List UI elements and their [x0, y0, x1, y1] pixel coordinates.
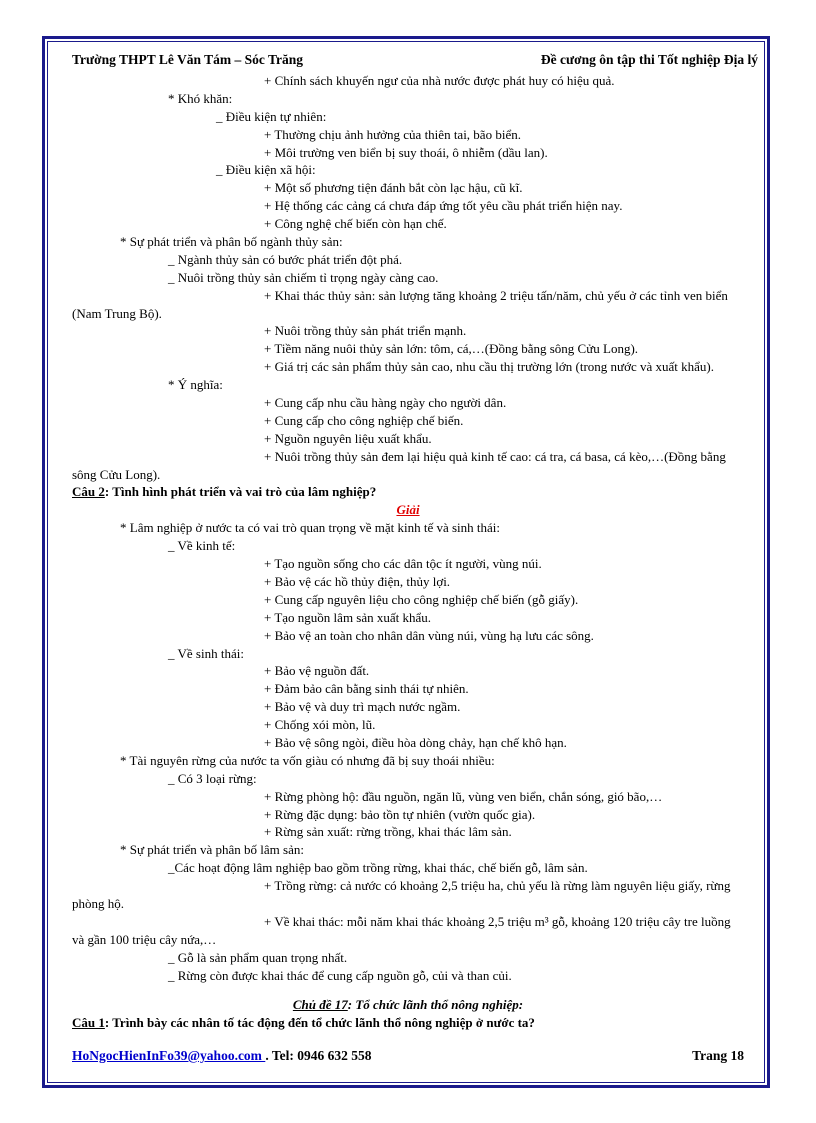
question-text: : Trình bày các nhân tố tác động đến tổ chức lãnh thổ nông nghiệp ở nước ta? — [104, 1015, 535, 1031]
school-name: Trường THPT Lê Văn Tám – Sóc Trăng — [72, 52, 303, 67]
section-thuy-san-2 — [72, 322, 744, 447]
section-lam-nghiep-end — [72, 949, 744, 985]
paragraph-line: + Trồng rừng: cả nước có khoảng 2,5 triệu ha, chủ yếu là rừng làm nguyên liệu giấy, rừng — [264, 878, 731, 894]
text-line: _ Gỗ là sản phẩm quan trọng nhất. — [168, 949, 348, 965]
text-line: _ Nuôi trồng thủy sản chiếm tỉ trọng ngày càng cao. — [168, 269, 439, 285]
topic-text: : Tổ chức lãnh thổ nông nghiệp: — [347, 997, 524, 1013]
text-line: _ Về sinh thái: — [168, 645, 244, 661]
page-footer — [72, 1048, 744, 1068]
author-email-link[interactable]: HoNgocHienInFo39@yahoo.com — [72, 1048, 266, 1063]
question-label: Câu 2 — [72, 484, 105, 500]
text-line: + Tạo nguồn lâm sản xuất khẩu. — [264, 609, 432, 625]
text-line: + Bảo vệ sông ngòi, điều hòa dòng chảy, hạn chế khô hạn. — [264, 734, 567, 750]
text-line: + Tiềm năng nuôi thủy sản lớn: tôm, cá,…(Đồng bằng sông Cửu Long). — [264, 341, 639, 357]
text-line: _ Ngành thủy sản có bước phát triển đột phá. — [168, 251, 403, 267]
topic-label: Chủ đề 17 — [292, 997, 348, 1013]
answer-heading: Giải — [396, 502, 420, 518]
spacer — [72, 984, 744, 996]
page-number: Trang 18 — [692, 1048, 744, 1063]
phone-number: . Tel: 0946 632 558 — [265, 1048, 372, 1063]
text-line: _ Về kinh tế: — [168, 538, 236, 554]
document-body — [72, 72, 744, 1032]
paragraph-line: và gần 100 triệu cây nứa,… — [72, 931, 217, 947]
text-line: + Giá trị các sản phẩm thủy sản cao, nhu cầu thị trường lớn (trong nước và xuất khẩu). — [264, 359, 714, 375]
text-line: _ Điều kiện xã hội: — [216, 162, 316, 178]
text-line: _Các hoạt động lâm nghiệp bao gồm trồng rừng, khai thác, chế biến gỗ, lâm sản. — [168, 860, 588, 876]
text-line: + Cung cấp nguyên liệu cho công nghiệp chế biến (gỗ giấy). — [264, 591, 579, 607]
question-label: Câu 1 — [72, 1015, 105, 1031]
paragraph-line: phòng hộ. — [72, 895, 124, 911]
text-line: + Hệ thống các cảng cá chưa đáp ứng tốt yêu cầu phát triển hiện nay. — [264, 198, 623, 214]
document-title: Đề cương ôn tập thi Tốt nghiệp Địa lý — [540, 52, 758, 67]
paragraph-line: sông Cửu Long). — [72, 466, 161, 482]
topic-heading — [72, 996, 744, 1014]
text-line: _ Điều kiện tự nhiên: — [216, 108, 327, 124]
text-line: + Bảo vệ và duy trì mạch nước ngầm. — [264, 699, 461, 715]
text-line: + Tạo nguồn sống cho các dân tộc ít người, vùng núi. — [264, 556, 542, 572]
text-line: + Chính sách khuyến ngư của nhà nước được phát huy có hiệu quả. — [264, 73, 615, 88]
text-line: + Nuôi trồng thủy sản phát triển mạnh. — [264, 323, 467, 339]
text-line: * Tài nguyên rừng của nước ta vốn giàu có nhưng đã bị suy thoái nhiều: — [120, 752, 495, 768]
text-line: + Bảo vệ các hồ thủy điện, thủy lợi. — [264, 573, 451, 589]
text-line: + Cung cấp nhu cầu hàng ngày cho người dân. — [264, 395, 507, 411]
text-line: + Chống xói mòn, lũ. — [264, 717, 376, 733]
question-heading — [72, 483, 744, 501]
text-line: * Khó khăn: — [168, 90, 233, 106]
text-line: + Cung cấp cho công nghiệp chế biến. — [264, 412, 464, 428]
text-line: * Ý nghĩa: — [168, 377, 223, 393]
text-line: + Bảo vệ nguồn đất. — [264, 663, 370, 679]
text-line: + Rừng sản xuất: rừng trồng, khai thác lâm sản. — [264, 824, 512, 840]
text-line: _ Có 3 loại rừng: — [168, 770, 257, 786]
text-line: * Lâm nghiệp ở nước ta có vai trò quan trọng về mặt kinh tế và sinh thái: — [120, 520, 501, 536]
section-thuy-san-1 — [72, 72, 744, 287]
text-line: + Một số phương tiện đánh bắt còn lạc hậu, cũ kĩ. — [264, 180, 523, 196]
text-line: * Sự phát triển và phân bố lâm sản: — [120, 842, 304, 858]
text-line: + Thường chịu ảnh hưởng của thiên tai, bão biển. — [264, 126, 521, 142]
question-text: : Tình hình phát triển và vai trò của lâm nghiệp? — [104, 484, 377, 500]
text-line: + Rừng đặc dụng: bảo tồn tự nhiên (vườn quốc gia). — [264, 806, 536, 822]
paragraph-line: (Nam Trung Bộ). — [72, 305, 162, 321]
text-line: + Đảm bảo cân bằng sinh thái tự nhiên. — [264, 681, 469, 697]
paragraph-line: + Nuôi trồng thủy sản đem lại hiệu quả kinh tế cao: cá tra, cá basa, cá kèo,…(Đồng bằng — [264, 448, 726, 464]
text-line: + Bảo vệ an toàn cho nhân dân vùng núi, vùng hạ lưu các sông. — [264, 627, 594, 643]
paragraph-line: + Khai thác thủy sản: sản lượng tăng khoảng 2 triệu tấn/năm, chủ yếu ở các tỉnh ven biển — [264, 287, 728, 303]
text-line: + Nguồn nguyên liệu xuất khẩu. — [264, 430, 432, 446]
text-line: + Rừng phòng hộ: đầu nguồn, ngăn lũ, vùng ven biển, chắn sóng, gió bão,… — [264, 788, 663, 804]
text-line: _ Rừng còn được khai thác để cung cấp nguồn gỗ, củi và than củi. — [168, 967, 512, 983]
question-heading — [72, 1014, 744, 1032]
text-line: + Môi trường ven biển bị suy thoái, ô nhiễm (dầu lan). — [264, 144, 548, 160]
text-line: * Sự phát triển và phân bố ngành thủy sản: — [120, 234, 343, 250]
text-line: + Công nghệ chế biến còn hạn chế. — [264, 216, 447, 232]
page-header — [72, 52, 758, 70]
paragraph-line: + Về khai thác: mỗi năm khai thác khoảng 2,5 triệu m³ gỗ, khoảng 120 triệu cây tre luồng — [264, 913, 731, 929]
section-lam-nghiep — [72, 519, 744, 877]
